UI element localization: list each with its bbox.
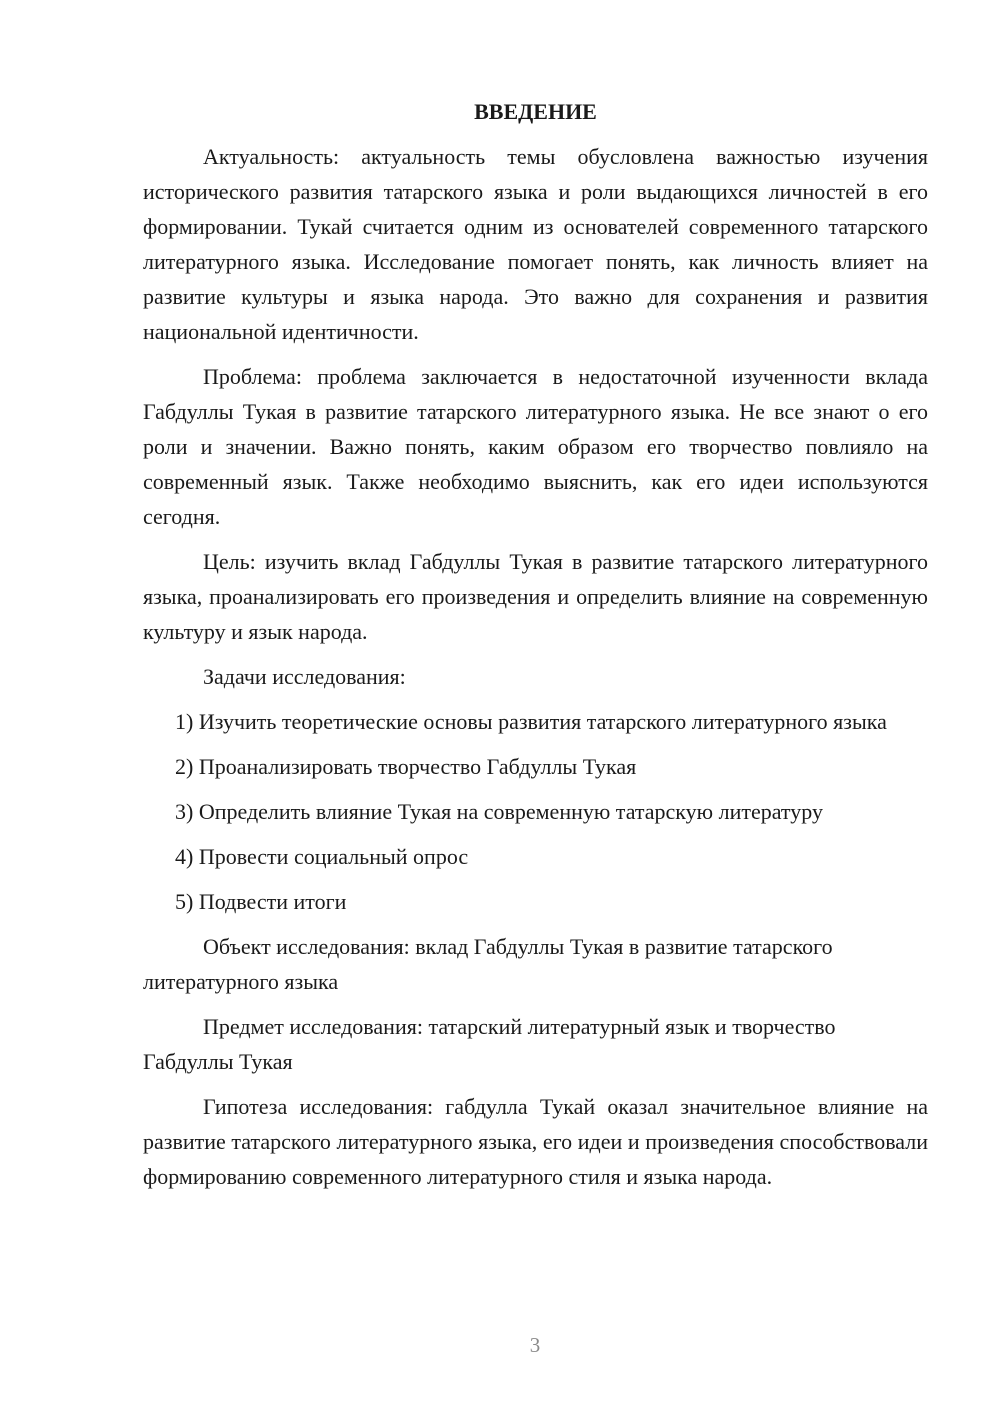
tasks-heading: Задачи исследования: bbox=[203, 664, 406, 689]
goal-paragraph: Цель: изучить вклад Габдуллы Тукая в развитие татарского литературного языка, проанализировать его произведения и определить влияние на современную культуру и язык народа. bbox=[143, 549, 928, 644]
document-body bbox=[143, 94, 928, 1204]
relevance-paragraph: Актуальность: актуальность темы обусловлена важностью изучения исторического развития татарского языка и роли выдающихся личностей в его формировании. Тукай считается одним из основателей современного татарского литературного языка. Исследование помогает понять, как личность влияет на развитие культуры и языка народа. Это важно для сохранения и развития национальной идентичности. bbox=[143, 144, 928, 344]
section-title: ВВЕДЕНИЕ bbox=[474, 99, 597, 124]
task-item: 1) Изучить теоретические основы развития татарского литературного языка bbox=[175, 709, 887, 734]
task-item: 4) Провести социальный опрос bbox=[175, 844, 469, 869]
problem-paragraph: Проблема: проблема заключается в недостаточной изученности вклада Габдуллы Тукая в развитие татарского литературного языка. Не все знают о его роли и значении. Важно понять, каким образом его творчество повлияло на современный язык. Также необходимо выяснить, как его идеи используются сегодня. bbox=[143, 364, 928, 529]
task-item: 2) Проанализировать творчество Габдуллы Тукая bbox=[175, 754, 637, 779]
task-item: 3) Определить влияние Тукая на современную татарскую литературу bbox=[175, 799, 823, 824]
research-object-paragraph: Объект исследования: вклад Габдуллы Тукая в развитие татарского литературного языка bbox=[143, 934, 833, 994]
page-number: 3 bbox=[529, 1333, 541, 1357]
task-item: 5) Подвести итоги bbox=[175, 889, 347, 914]
research-subject-paragraph: Предмет исследования: татарский литературный язык и творчество Габдуллы Тукая bbox=[143, 1014, 836, 1074]
hypothesis-paragraph: Гипотеза исследования: габдулла Тукай оказал значительное влияние на развитие татарского литературного языка, его идеи и произведения способствовали формированию современного литературного стиля и языка народа. bbox=[143, 1094, 928, 1189]
